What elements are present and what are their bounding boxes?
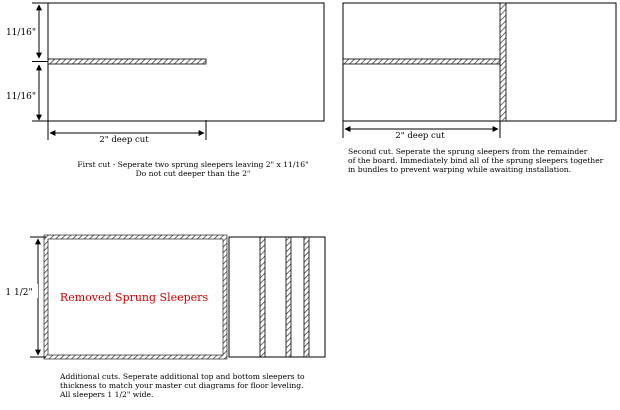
dim-label-height: 1 1/2" [5,288,33,298]
sleeper-cut-kerf [260,237,265,357]
dim-label-top: 11/16" [5,28,37,38]
caption-line: Second cut. Seperate the sprung sleepers from the remainder [348,147,588,156]
sleeper-cut-kerf [304,237,309,357]
caption-line: Do not cut deeper than the 2" [135,169,251,178]
dim-label-cut-depth: 2" deep cut [395,131,445,141]
diagram-second-cut [343,3,616,141]
sleeper-cut-kerf [286,237,291,357]
diagram-additional-cuts [2,235,325,359]
caption-first-cut [58,160,328,178]
first-cut-kerf [343,59,500,64]
remaining-board [229,237,325,357]
caption-second-cut [348,147,603,174]
second-cut-kerf [500,3,506,121]
caption-line: of the board. Immediately bind all of the sprung sleepers together [348,156,604,165]
caption-line: All sleepers 1 1/2" wide. [60,390,154,399]
dim-label-cut-depth: 2" deep cut [99,135,149,145]
caption-line: thickness to match your master cut diagrams for floor leveling. [60,381,304,390]
diagram-first-cut [4,3,324,145]
dim-label-bottom: 11/16" [5,92,37,102]
first-cut-kerf [48,59,206,64]
caption-additional-cuts [60,372,305,399]
removed-sleepers-label: Removed Sprung Sleepers [59,291,209,304]
caption-line: First cut - Seperate two sprung sleepers leaving 2" x 11/16" [77,160,309,169]
caption-line: in bundles to prevent warping while awaiting installation. [348,165,572,174]
caption-line: Additional cuts. Seperate additional top and bottom sleepers to [60,372,305,381]
